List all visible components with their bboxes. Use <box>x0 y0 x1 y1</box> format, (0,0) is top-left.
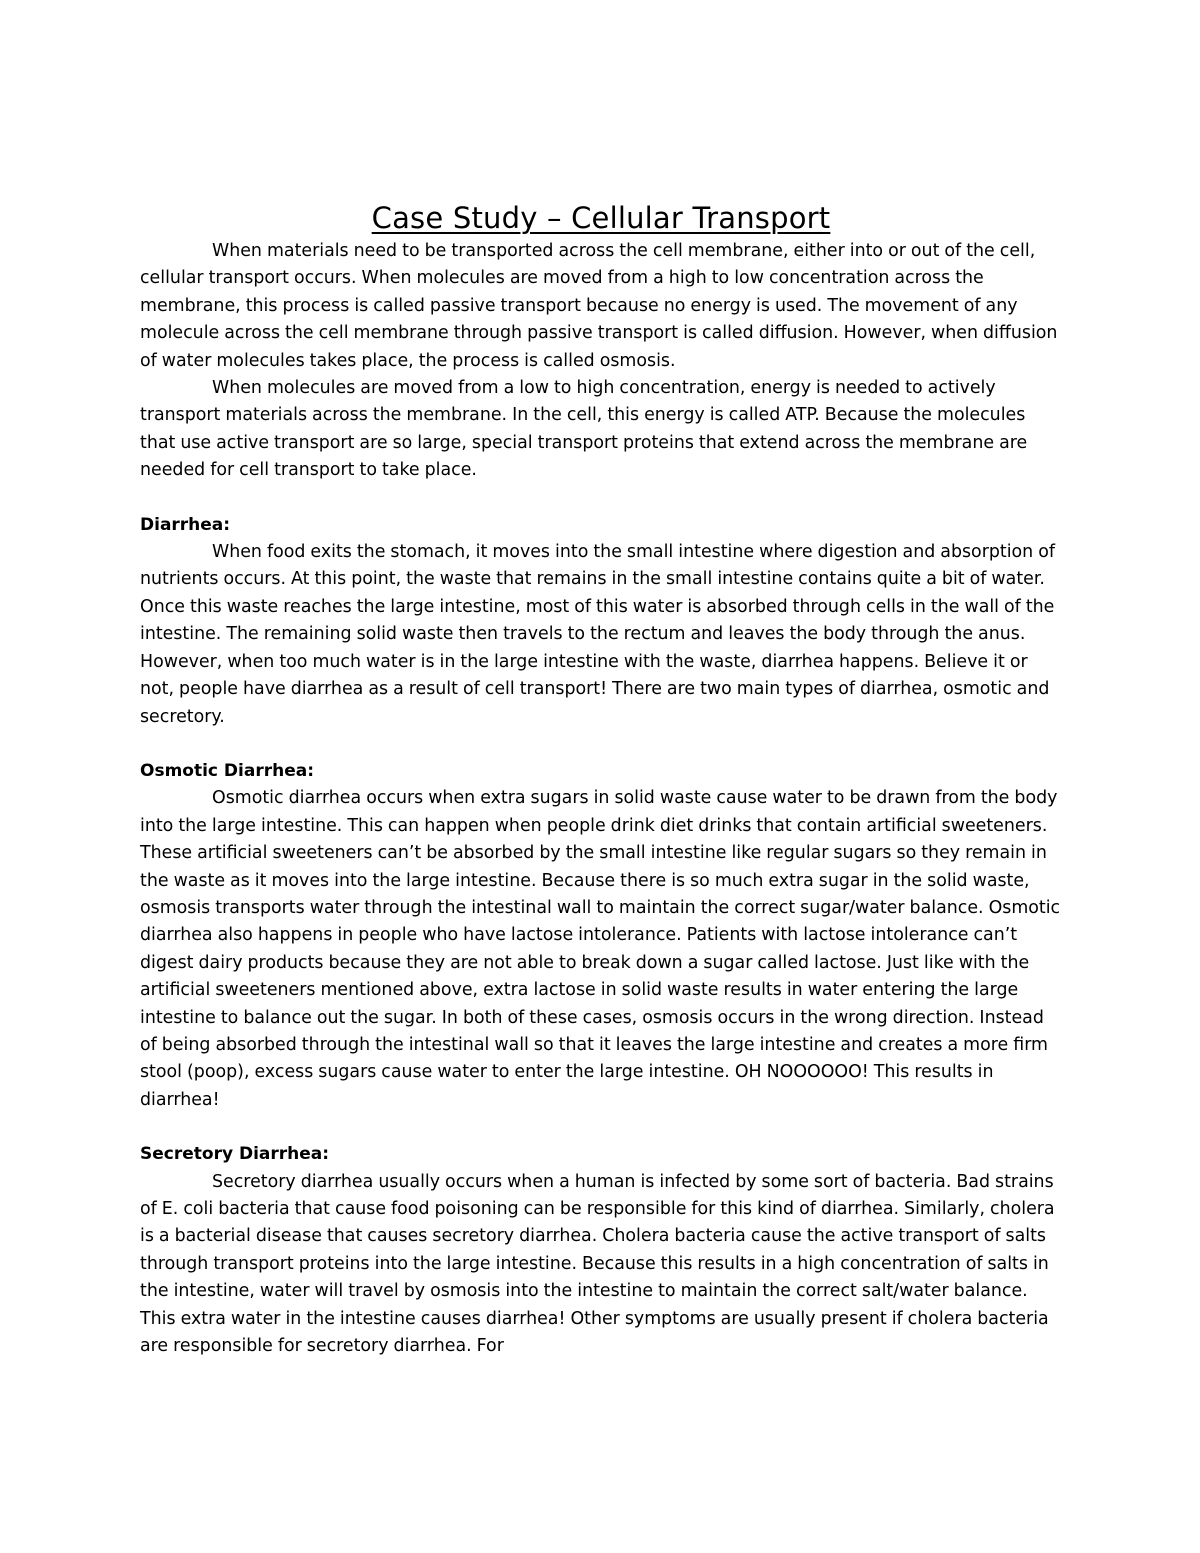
section-paragraph-osmotic-diarrhea: Osmotic diarrhea occurs when extra sugars in solid waste cause water to be drawn from the body into the large intestine. This can happen when people drink diet drinks that contain artificial sweeteners. These artificial sweeteners can’t be absorbed by the small intestine like regular sugars so they remain in the waste as it moves into the large intestine. Because there is so much extra sugar in the solid waste, osmosis transports water through the intestinal wall to maintain the correct sugar/water balance. Osmotic diarrhea also happens in people who have lactose intolerance. Patients with lactose intolerance can’t digest dairy products because they are not able to break down a sugar called lactose. Just like with the artificial sweeteners mentioned above, extra lactose in solid waste results in water entering the large intestine to balance out the sugar. In both of these cases, osmosis occurs in the wrong direction. Instead of being absorbed through the intestinal wall so that it leaves the large intestine and creates a more firm stool (poop), excess sugars cause water to enter the large intestine. OH NOOOOOO! This results in diarrhea! <box>140 788 1061 1110</box>
section-secretory-diarrhea <box>140 1141 1062 1360</box>
intro-paragraph-1: When materials need to be transported across the cell membrane, either into or out of the cell, cellular transport occurs. When molecules are moved from a high to low concentration across the membrane, this process is called passive transport because no energy is used. The movement of any molecule across the cell membrane through passive transport is called diffusion. However, when diffusion of water molecules takes place, the process is called osmosis. <box>140 241 1058 371</box>
section-heading-osmotic-diarrhea: Osmotic Diarrhea: <box>140 760 314 781</box>
section-paragraph-diarrhea: When food exits the stomach, it moves into the small intestine where digestion and absorption of nutrients occurs. At this point, the waste that remains in the small intestine contains quite a bit of water. Once this waste reaches the large intestine, most of this water is absorbed through cells in the wall of the intestine. The remaining solid waste then travels to the rectum and leaves the body through the anus. However, when too much water is in the large intestine with the waste, diarrhea happens. Believe it or not, people have diarrhea as a result of cell transport! There are two main types of diarrhea, osmotic and secretory. <box>140 542 1055 727</box>
section-heading-secretory-diarrhea: Secretory Diarrhea: <box>140 1144 330 1165</box>
document-title: Case Study – Cellular Transport <box>371 201 831 235</box>
section-diarrhea <box>140 512 1062 731</box>
section-heading-diarrhea: Diarrhea: <box>140 514 231 535</box>
section-paragraph-secretory-diarrhea: Secretory diarrhea usually occurs when a human is infected by some sort of bacteria. Bad strains of E. coli bacteria that cause food poisoning can be responsible for this kind of diarrhea. Similarly, cholera is a bacterial disease that causes secretory diarrhea. Cholera bacteria cause the active transport of salts through transport proteins into the large intestine. Because this results in a high concentration of salts in the intestine, water will travel by osmosis into the intestine to maintain the correct salt/water balance. This extra water in the intestine causes diarrhea! Other symptoms are usually present if cholera bacteria are responsible for secretory diarrhea. For <box>140 1171 1055 1357</box>
section-osmotic-diarrhea <box>140 758 1062 1114</box>
document-body <box>140 198 1062 1360</box>
intro-paragraph-2: When molecules are moved from a low to high concentration, energy is needed to actively transport materials across the membrane. In the cell, this energy is called ATP. Because the molecules that use active transport are so large, special transport proteins that extend across the membrane are needed for cell transport to take place. <box>140 378 1028 481</box>
